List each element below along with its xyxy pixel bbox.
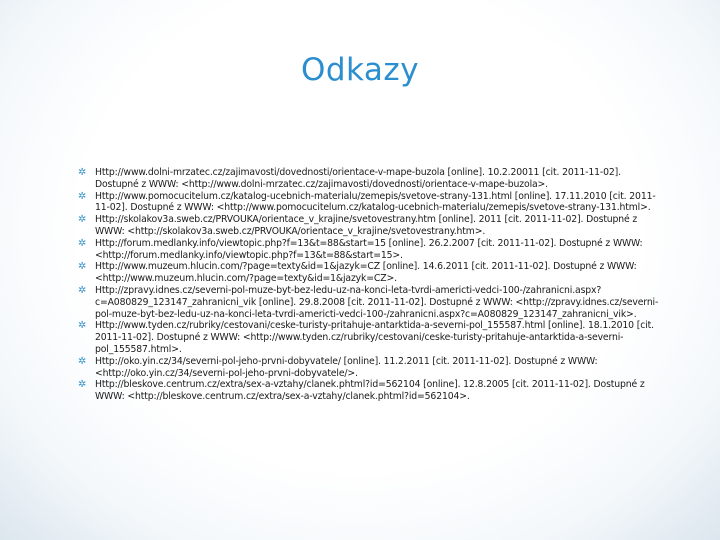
reference-item xyxy=(78,167,664,191)
reference-item xyxy=(78,320,664,355)
reference-text: Http://bleskove.centrum.cz/extra/sex-a-vztahy/clanek.phtml?id=562104 [online]. 12.8.2005 [cit. 2011-11-02]. Dostupné z WWW: <http://bleskove.centrum.cz/extra/sex-a-vztahy/clanek.phtml?id=562104>. xyxy=(95,379,645,403)
reference-item xyxy=(78,285,664,320)
star-bullet-icon: ✲ xyxy=(78,284,87,296)
reference-text: Http://skolakov3a.sweb.cz/PRVOUKA/orientace_v_krajine/svetovestrany.htm [online]. 2011 [cit. 2011-11-02]. Dostupné z WWW: <http://skolakov3a.sweb.cz/PRVOUKA/orientace_v_krajine/svetovestrany.htm>. xyxy=(95,214,638,237)
star-bullet-icon: ✲ xyxy=(78,261,87,273)
star-bullet-icon: ✲ xyxy=(78,355,87,367)
reference-item xyxy=(78,379,664,403)
reference-list xyxy=(78,167,664,403)
reference-item xyxy=(78,214,664,238)
star-bullet-icon: ✲ xyxy=(78,379,87,391)
slide-title: Odkazy xyxy=(300,52,420,88)
star-bullet-icon: ✲ xyxy=(78,214,87,226)
star-bullet-icon: ✲ xyxy=(78,190,87,202)
reference-text: Http://zpravy.idnes.cz/severni-pol-muze-byt-bez-ledu-uz-na-konci-leta-tvrdi-americti-vedci-100-/zahranicni.aspx?c=A080829_123147_zahranicni_vik [online]. 29.8.2008 [cit. 2011-11-02]. Dostupné z WWW: <http://zpravy.idnes.cz/severni-pol-muze-byt-bez-ledu-uz-na-konci-leta-tvrdi-americti-vedci-100-/zahranicni.aspx?c=A080829_123147_zahranicni_vik>. xyxy=(95,284,659,320)
reference-text: Http://oko.yin.cz/34/severni-pol-jeho-prvni-dobyvatele/ [online]. 11.2.2011 [cit. 2011-11-02]. Dostupné z WWW: <http://oko.yin.cz/34/severni-pol-jeho-prvni-dobyvatele/>. xyxy=(95,355,598,379)
reference-item xyxy=(78,356,664,380)
reference-text: Http://www.dolni-mrzatec.cz/zajimavosti/dovednosti/orientace-v-mape-buzola [online]. 10.2.20011 [cit. 2011-11-02]. Dostupné z WWW: <http://www.dolni-mrzatec.cz/zajimavosti/dovednosti/orientace-v-mape-buzola>. xyxy=(95,167,621,190)
reference-item xyxy=(78,191,664,215)
reference-text: Http://www.tyden.cz/rubriky/cestovani/ceske-turisty-pritahuje-antarktida-a-severni-pol_155587.html [online]. 18.1.2010 [cit. 2011-11-02]. Dostupné z WWW: <http://www.tyden.cz/rubriky/cestovani/ceske-turisty-pritahuje-antarktida-a-severni-pol_155587.html>. xyxy=(95,320,654,355)
reference-item xyxy=(78,261,664,285)
reference-text: Http://forum.medlanky.info/viewtopic.php?f=13&t=88&start=15 [online]. 26.2.2007 [cit. 2011-11-02]. Dostupné z WWW: <http://forum.medlanky.info/viewtopic.php?f=13&t=88&start=15>. xyxy=(95,237,643,261)
star-bullet-icon: ✲ xyxy=(78,167,87,178)
star-bullet-icon: ✲ xyxy=(78,320,87,332)
reference-item xyxy=(78,238,664,262)
reference-text: Http://www.muzeum.hlucin.com/?page=texty&id=1&jazyk=CZ [online]. 14.6.2011 [cit. 2011-11-02]. Dostupné z WWW: <http://www.muzeum.hlucin.com/?page=texty&id=1&jazyk=CZ>. xyxy=(95,261,637,285)
star-bullet-icon: ✲ xyxy=(78,237,87,249)
reference-text: Http://www.pomocucitelum.cz/katalog-ucebnich-materialu/zemepis/svetove-strany-131.html [online]. 17.11.2010 [cit. 2011-11-02]. Dostupné z WWW: <http://www.pomocucitelum.cz/katalog-ucebnich-materialu/zemepis/svetove-strany-131.html>. xyxy=(95,190,656,214)
